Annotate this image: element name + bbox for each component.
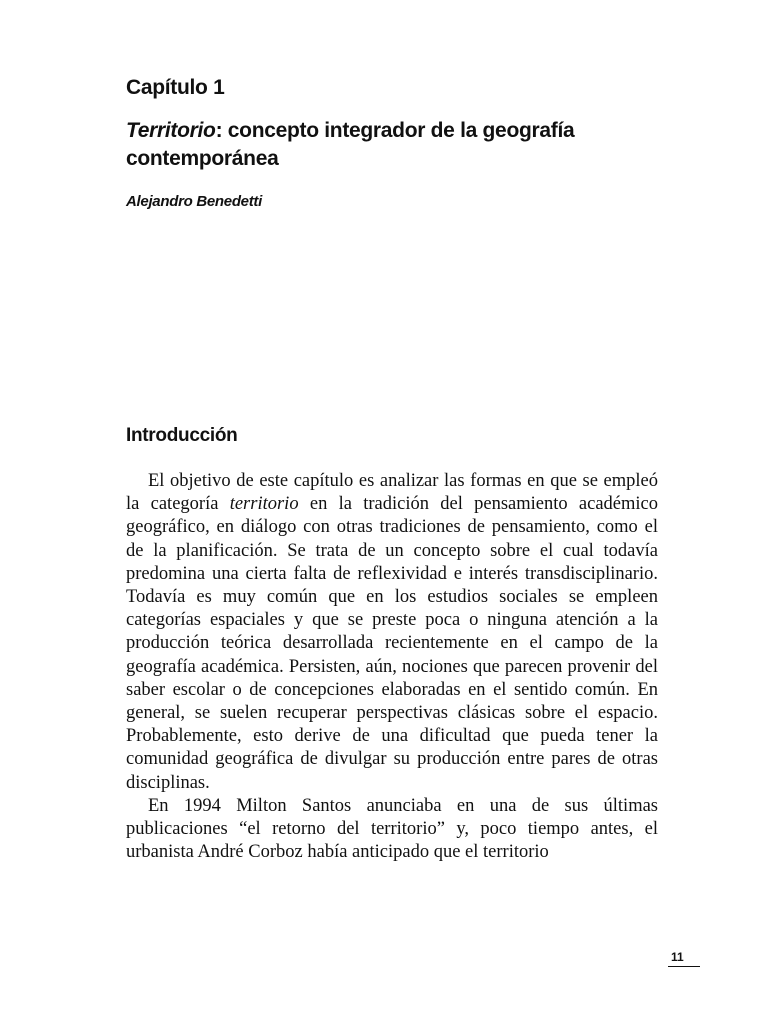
chapter-label: Capítulo 1 xyxy=(126,76,225,99)
section-heading: Introducción xyxy=(126,425,238,446)
author-name: Alejandro Benedetti xyxy=(126,193,262,210)
paragraph-1-text-a: El objetivo de este capítulo es analizar las formas en que se empleó la categoría xyxy=(126,471,658,515)
paragraph-1-text-b: en la tradición del pensamiento académico geográfico, en diálogo con otras tradiciones de pensamiento, como el de la planificación. Se trata de un concepto sobre el cual todavía predomina una cierta falta de reflexividad e interés transdisciplinario. Todavía es muy común que en los estudios sociales se empleen categorías espaciales y que se preste poca o ninguna atención a la producción teórica desarrollada recientemente en el campo de la geografía académica. Persisten, aún, nociones que parecen provenir del saber escolar o de concepciones elaboradas en el sentido común. En general, se suelen recuperar perspectivas clásicas sobre el espacio. Probablemente, esto derive de una dificultad que pueda tener la comunidad geográfica de divulgar su producción entre pares de otras disciplinas. xyxy=(126,494,658,793)
chapter-title-italic: Territorio xyxy=(126,119,216,142)
chapter-title xyxy=(126,117,686,173)
paragraph-1-emphasis: territorio xyxy=(229,494,299,515)
body-text xyxy=(126,470,658,864)
chapter-title-rest: : concepto integrador de la geografía contemporánea xyxy=(126,119,575,170)
paragraph-2 xyxy=(126,795,658,865)
page-number: 11 xyxy=(668,950,700,967)
paragraph-1 xyxy=(126,470,658,795)
paragraph-2-text: En 1994 Milton Santos anunciaba en una de sus últimas publicaciones “el retorno del territorio” y, poco tiempo antes, el urbanista André Corboz había anticipado que el territorio xyxy=(126,795,658,863)
